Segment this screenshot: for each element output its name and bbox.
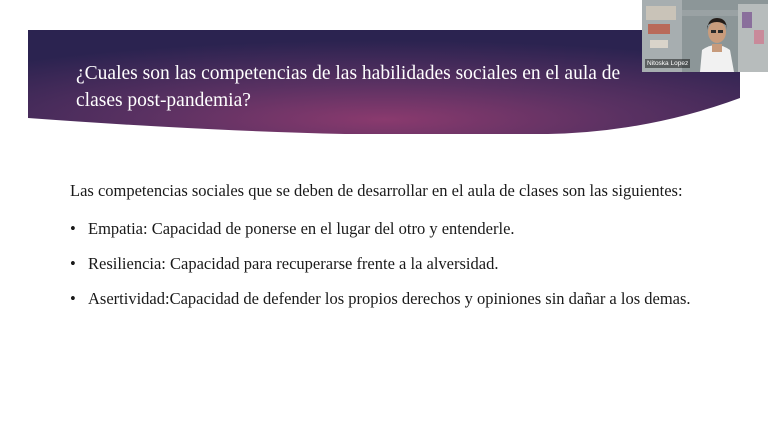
slide-body [70,180,710,316]
list-item-text: Resiliencia: Capacidad para recuperarse frente a la alversidad. [88,254,499,273]
participant-name-label: Nitoska Lopez [647,60,689,67]
bullet-marker: • [70,219,76,238]
list-item [70,246,710,281]
bullet-marker: • [70,254,76,273]
list-item [70,211,710,246]
competencies-list [70,211,710,316]
list-item-text: Empatia: Capacidad de ponerse en el lugar del otro y entenderle. [88,219,515,238]
list-item [70,281,710,316]
participant-video-tile[interactable] [642,0,768,72]
intro-paragraph: Las competencias sociales que se deben de desarrollar en el aula de clases son las siguientes: [70,181,683,200]
bullet-marker: • [70,289,76,308]
list-item-text: Asertividad:Capacidad de defender los propios derechos y opiniones sin dañar a los demas. [88,289,691,308]
slide-title: ¿Cuales son las competencias de las habilidades sociales en el aula de clases post-pandemia? [76,63,621,111]
